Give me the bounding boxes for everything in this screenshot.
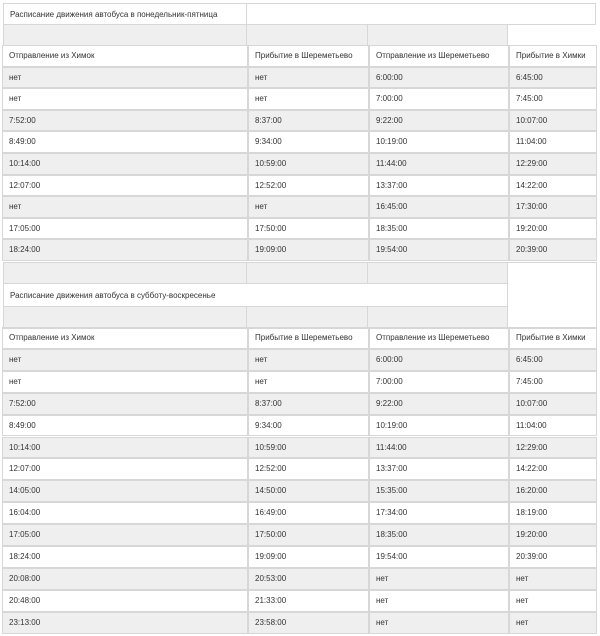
- table-cell: 23:13:00: [2, 612, 248, 634]
- table-cell: 16:20:00: [509, 480, 597, 502]
- table-row: [3, 219, 597, 241]
- table-cell: 6:00:00: [369, 349, 509, 371]
- empty-cell: [3, 24, 247, 46]
- table-cell: 14:05:00: [2, 480, 248, 502]
- table-cell: 11:04:00: [509, 415, 597, 437]
- table-cell: 6:45:00: [509, 67, 597, 89]
- table-cell: нет: [2, 88, 248, 110]
- table-cell: нет: [2, 349, 248, 371]
- table-cell: 20:53:00: [248, 568, 369, 590]
- table-row: [3, 154, 597, 176]
- empty-cell: [246, 306, 368, 329]
- table-cell: 8:37:00: [248, 110, 369, 132]
- table-cell: 17:34:00: [369, 502, 509, 524]
- table-cell: 6:45:00: [509, 349, 597, 371]
- table-row: [3, 350, 597, 372]
- table-cell: 12:07:00: [2, 175, 248, 197]
- table-cell: 7:52:00: [2, 110, 248, 132]
- table-cell: 19:54:00: [369, 546, 509, 568]
- table-row: [3, 613, 597, 635]
- table-header-row: [3, 328, 597, 350]
- table-cell: 21:33:00: [248, 590, 369, 612]
- column-header: Отправление из Химок: [2, 327, 248, 349]
- table-cell: нет: [369, 612, 509, 634]
- empty-cell: [367, 262, 508, 284]
- table-cell: 9:34:00: [248, 415, 369, 437]
- table-row: [3, 394, 597, 416]
- table-cell: нет: [509, 612, 597, 634]
- table-cell: 13:37:00: [369, 175, 509, 197]
- table-cell: 19:54:00: [369, 239, 509, 261]
- table-cell: 10:59:00: [248, 153, 369, 175]
- empty-cell: [246, 24, 368, 46]
- empty-cell: [3, 262, 247, 284]
- table-cell: 9:22:00: [369, 110, 509, 132]
- table-cell: 12:52:00: [248, 175, 369, 197]
- table-cell: 17:05:00: [2, 524, 248, 546]
- table-row: [3, 525, 597, 547]
- table-row: [3, 591, 597, 613]
- table-row: [3, 132, 597, 154]
- table-row: [3, 416, 597, 438]
- table-cell: 18:24:00: [2, 546, 248, 568]
- column-header: Отправление из Шереметьево: [369, 327, 509, 349]
- table-cell: 11:04:00: [509, 131, 597, 153]
- column-header: Прибытие в Химки: [509, 45, 597, 67]
- table-cell: 19:09:00: [248, 239, 369, 261]
- table-cell: 10:14:00: [2, 437, 248, 459]
- table-cell: 19:20:00: [509, 218, 597, 240]
- table-cell: 17:50:00: [248, 218, 369, 240]
- table-row: [3, 197, 597, 219]
- table-cell: 12:29:00: [509, 437, 597, 459]
- table-cell: 12:29:00: [509, 153, 597, 175]
- table-cell: 7:45:00: [509, 371, 597, 393]
- table-cell: нет: [2, 67, 248, 89]
- table-row: [3, 372, 597, 394]
- table-row: [3, 240, 597, 262]
- table-cell: 9:22:00: [369, 393, 509, 415]
- table-cell: 17:30:00: [509, 196, 597, 218]
- column-header: Прибытие в Шереметьево: [248, 45, 369, 67]
- column-header: Прибытие в Шереметьево: [248, 327, 369, 349]
- column-header: Прибытие в Химки: [509, 327, 597, 349]
- table-cell: 16:49:00: [248, 502, 369, 524]
- table-cell: 11:44:00: [369, 153, 509, 175]
- column-header: Отправление из Шереметьево: [369, 45, 509, 67]
- table-cell: нет: [509, 590, 597, 612]
- table-row: [3, 503, 597, 525]
- table-cell: 10:14:00: [2, 153, 248, 175]
- table-cell: 19:20:00: [509, 524, 597, 546]
- table-cell: 8:49:00: [2, 131, 248, 153]
- weekday-schedule-title: Расписание движения автобуса в понедельник-пятница: [3, 3, 247, 25]
- table-row: [3, 111, 597, 133]
- weekend-schedule-title: Расписание движения автобуса в субботу-воскресенье: [3, 283, 508, 307]
- table-cell: 20:39:00: [509, 239, 597, 261]
- table-cell: 18:19:00: [509, 502, 597, 524]
- table-cell: 8:49:00: [2, 415, 248, 437]
- empty-cell: [3, 306, 247, 329]
- table-cell: нет: [248, 67, 369, 89]
- table-cell: 9:34:00: [248, 131, 369, 153]
- table-cell: 10:59:00: [248, 437, 369, 459]
- table-cell: 10:07:00: [509, 110, 597, 132]
- empty-cell: [367, 306, 508, 329]
- table-cell: нет: [248, 196, 369, 218]
- table-cell: 18:24:00: [2, 239, 248, 261]
- table-row: [3, 481, 597, 503]
- table-cell: 11:44:00: [369, 437, 509, 459]
- table-cell: 15:35:00: [369, 480, 509, 502]
- table-cell: нет: [2, 196, 248, 218]
- empty-cell: [246, 3, 596, 25]
- table-cell: 16:04:00: [2, 502, 248, 524]
- table-cell: нет: [248, 88, 369, 110]
- table-row: [3, 68, 597, 90]
- table-cell: 14:50:00: [248, 480, 369, 502]
- empty-cell: [507, 262, 597, 329]
- table-row: [3, 459, 597, 481]
- table-cell: 8:37:00: [248, 393, 369, 415]
- table-row: [3, 89, 597, 111]
- table-cell: 12:52:00: [248, 458, 369, 480]
- empty-cell: [246, 262, 368, 284]
- table-cell: 6:00:00: [369, 67, 509, 89]
- table-cell: 16:45:00: [369, 196, 509, 218]
- table-cell: 12:07:00: [2, 458, 248, 480]
- table-row: [3, 547, 597, 569]
- column-header: Отправление из Химок: [2, 45, 248, 67]
- table-cell: 10:19:00: [369, 131, 509, 153]
- table-cell: 18:35:00: [369, 218, 509, 240]
- table-cell: 17:50:00: [248, 524, 369, 546]
- table-cell: нет: [2, 371, 248, 393]
- table-cell: 14:22:00: [509, 175, 597, 197]
- table-cell: 7:52:00: [2, 393, 248, 415]
- table-header-row: [3, 46, 597, 68]
- table-cell: нет: [369, 568, 509, 590]
- table-cell: 10:19:00: [369, 415, 509, 437]
- table-cell: 10:07:00: [509, 393, 597, 415]
- table-row: [3, 569, 597, 591]
- table-cell: нет: [509, 568, 597, 590]
- table-cell: 17:05:00: [2, 218, 248, 240]
- table-cell: 7:00:00: [369, 371, 509, 393]
- table-cell: 7:45:00: [509, 88, 597, 110]
- table-cell: 13:37:00: [369, 458, 509, 480]
- table-cell: 20:48:00: [2, 590, 248, 612]
- table-cell: 18:35:00: [369, 524, 509, 546]
- empty-cell: [367, 24, 508, 46]
- table-cell: нет: [369, 590, 509, 612]
- table-cell: нет: [248, 349, 369, 371]
- table-cell: 14:22:00: [509, 458, 597, 480]
- table-cell: 7:00:00: [369, 88, 509, 110]
- table-row: [3, 438, 597, 460]
- table-cell: нет: [248, 371, 369, 393]
- table-cell: 23:58:00: [248, 612, 369, 634]
- table-cell: 20:08:00: [2, 568, 248, 590]
- table-cell: 19:09:00: [248, 546, 369, 568]
- table-row: [3, 176, 597, 198]
- table-cell: 20:39:00: [509, 546, 597, 568]
